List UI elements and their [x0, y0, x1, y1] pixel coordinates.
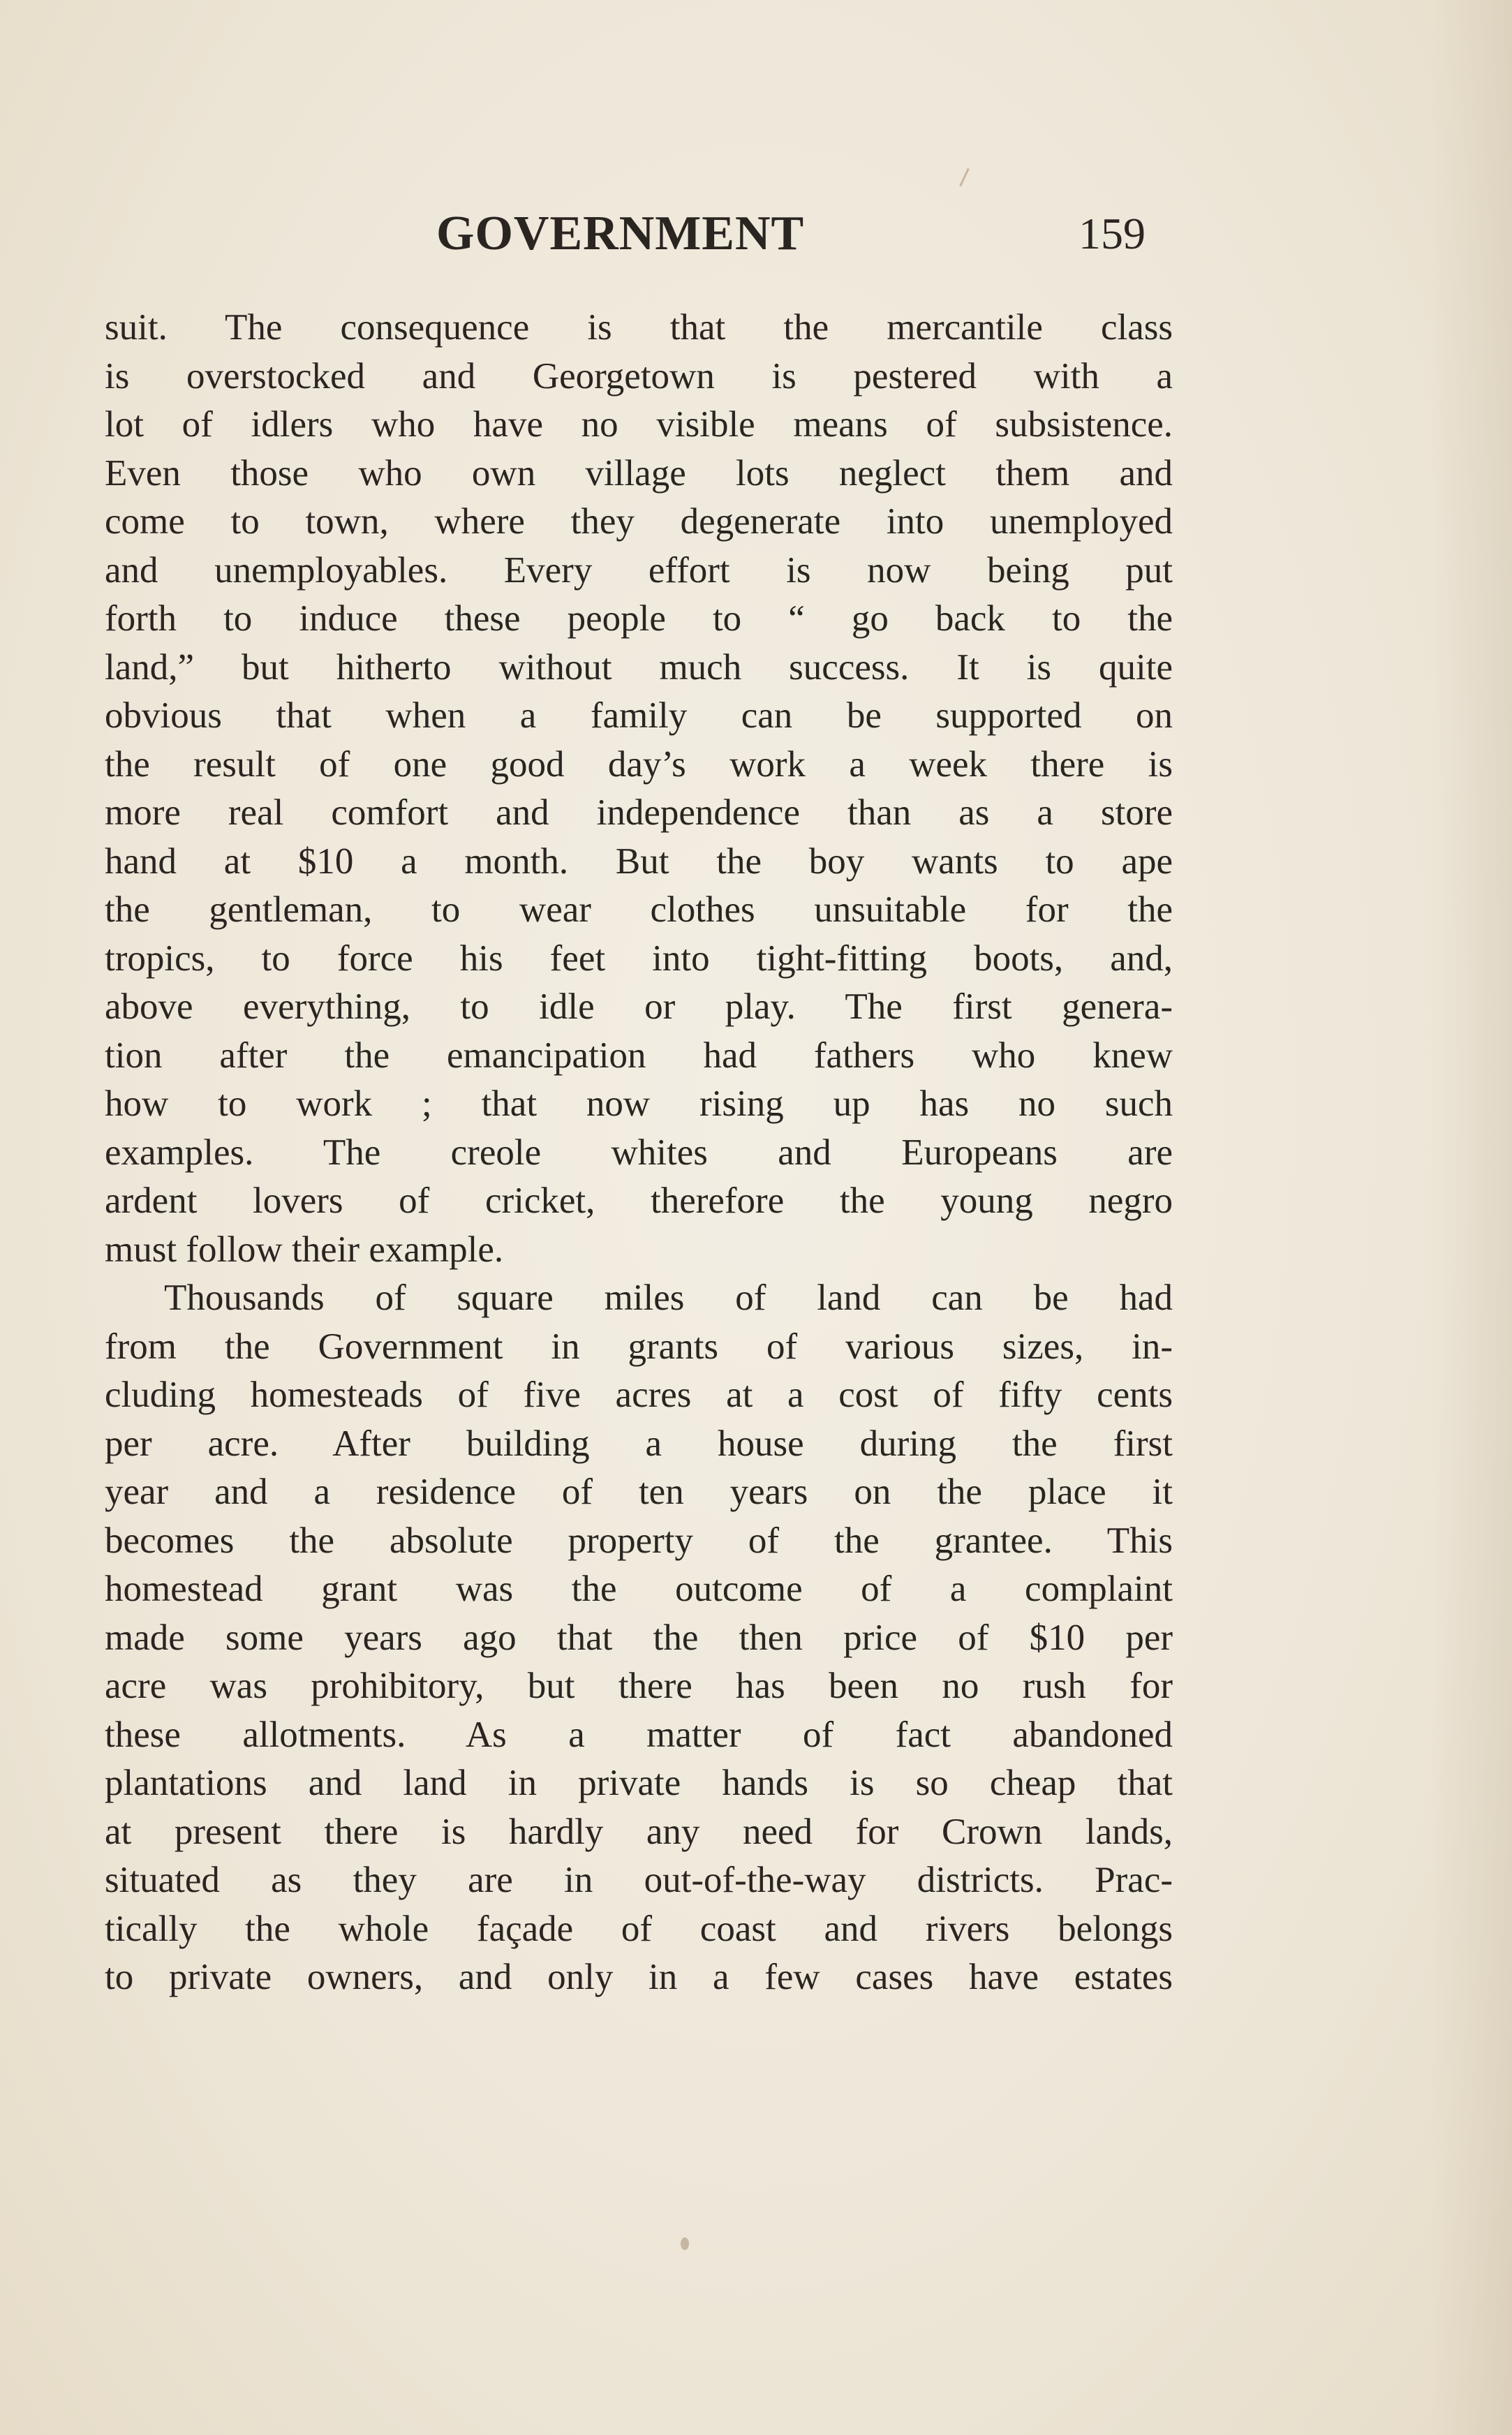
text-line: tically the whole façade of coast and rivers belongs	[105, 1908, 1173, 1949]
text-line: above everything, to idle or play. The first genera-	[105, 986, 1173, 1027]
paper-mark	[959, 168, 970, 187]
text-line: the result of one good day’s work a week there is	[105, 743, 1173, 785]
text-line: becomes the absolute property of the grantee. This	[105, 1520, 1173, 1561]
text-line: and unemployables. Every effort is now being put	[105, 549, 1173, 591]
body-text	[105, 304, 1173, 2002]
text-line: more real comfort and independence than as a store	[105, 792, 1173, 833]
page-number: 159	[1079, 209, 1146, 258]
text-line: homestead grant was the outcome of a complaint	[105, 1569, 1173, 1609]
text-line: plantations and land in private hands is so cheap that	[105, 1763, 1173, 1803]
text-line: come to town, where they degenerate into unemployed	[105, 501, 1173, 542]
text-line: year and a residence of ten years on the place it	[105, 1472, 1173, 1512]
page-header	[112, 202, 1159, 265]
paper-speck	[681, 2237, 689, 2250]
running-title: GOVERNMENT	[436, 207, 805, 260]
text-line: is overstocked and Georgetown is pestered with a	[105, 355, 1173, 397]
text-line: from the Government in grants of various sizes, in-	[105, 1326, 1173, 1367]
text-line: tropics, to force his feet into tight-fitting boots, and,	[105, 938, 1173, 979]
text-line: land,” but hitherto without much success. It is quite	[105, 646, 1173, 688]
paragraph-end-line: must follow their example.	[105, 1229, 504, 1270]
text-line: made some years ago that the then price of $10 per	[105, 1617, 1173, 1658]
text-line: cluding homesteads of five acres at a cost of fifty cents	[105, 1375, 1173, 1415]
text-line: these allotments. As a matter of fact abandoned	[105, 1714, 1173, 1755]
text-line: the gentleman, to wear clothes unsuitable for the	[105, 889, 1173, 930]
text-line: obvious that when a family can be supported on	[105, 695, 1173, 736]
text-line: situated as they are in out-of-the-way districts. Prac-	[105, 1860, 1173, 1900]
text-line: ardent lovers of cricket, therefore the young negro	[105, 1181, 1173, 1221]
text-line: hand at $10 a month. But the boy wants to ape	[105, 841, 1173, 882]
text-line: forth to induce these people to “ go back to the	[105, 598, 1173, 639]
page-edge-shadow	[1428, 0, 1512, 2435]
text-line: acre was prohibitory, but there has been no rush for	[105, 1666, 1173, 1706]
text-line: per acre. After building a house during the first	[105, 1423, 1173, 1464]
text-line: Even those who own village lots neglect them and	[105, 452, 1173, 494]
text-line: at present there is hardly any need for Crown lands,	[105, 1811, 1173, 1852]
text-line: to private owners, and only in a few cases have estates	[105, 1957, 1173, 1997]
text-line: suit. The consequence is that the mercantile class	[105, 307, 1173, 348]
text-line: how to work ; that now rising up has no such	[105, 1083, 1173, 1124]
text-line: lot of idlers who have no visible means of subsistence.	[105, 404, 1173, 445]
text-line: tion after the emancipation had fathers who knew	[105, 1035, 1173, 1076]
text-line: examples. The creole whites and Europeans are	[105, 1132, 1173, 1173]
paragraph-start-line: Thousands of square miles of land can be had	[164, 1278, 1173, 1318]
